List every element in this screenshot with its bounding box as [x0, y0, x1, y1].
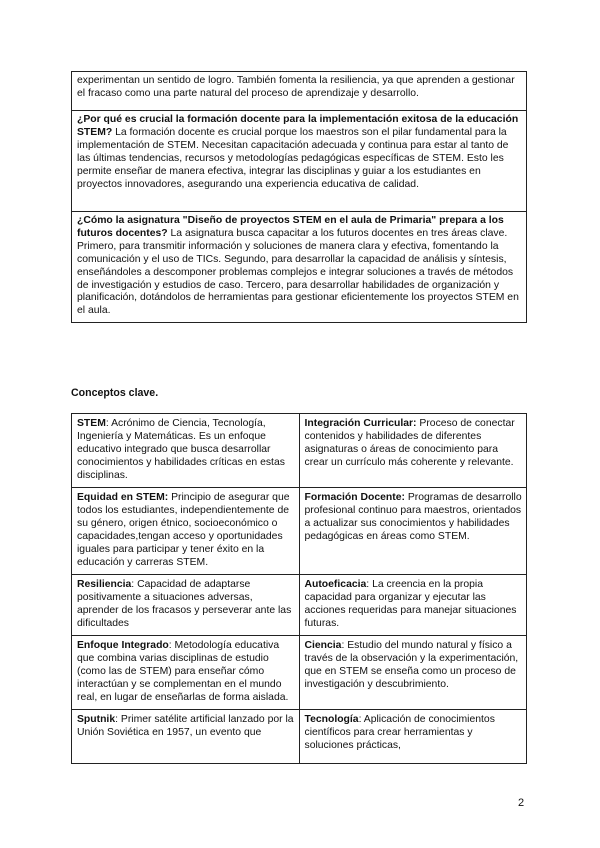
concept-term: Autoeficacia: [304, 579, 367, 590]
concept-cell: [299, 710, 527, 764]
concept-definition: : Estudio del mundo natural y físico a través de la observación y la experimentación, que en STEM se enseña como un proceso de investigación y descubrimiento.: [304, 640, 519, 690]
concept-term: Enfoque Integrado: [77, 640, 169, 651]
concept-term: Sputnik: [77, 714, 116, 725]
concept-term: Integración Curricular:: [304, 418, 417, 429]
concepts-row: [72, 636, 527, 710]
qa-answer: La asignatura busca capacitar a los futuros docentes en tres áreas clave. Primero, para transmitir información y soluciones de manera clara y efectiva, fomentando la comunicación y el uso de TICs. Segundo, para desarrollar la capacidad de análisis y síntesis, enseñándoles a descomponer problemas complejos e integrar soluciones a través de métodos de investigación y estudios de caso. Tercero, para desarrollar habilidades de organización y planificación, dotándolos de herramientas para gestionar eficientemente los proyectos STEM en el aula.: [77, 227, 519, 317]
page-number: 2: [518, 797, 525, 809]
concept-cell: [299, 414, 527, 488]
concepts-row: [72, 710, 527, 764]
qa-cell: [72, 72, 527, 111]
concept-definition: Proceso de conectar contenidos y habilidades de diferentes asignaturas o áreas de conocimiento para crear un currículo más coherente y relevante.: [304, 418, 515, 468]
concept-cell: [72, 488, 300, 575]
qa-cell: [72, 111, 527, 212]
concept-term: Formación Docente:: [304, 492, 405, 503]
concept-definition: Programas de desarrollo profesional continuo para maestros, orientados a actualizar sus conocimientos y habilidades pedagógicas en áreas como STEM.: [304, 492, 522, 542]
qa-answer: experimentan un sentido de logro. También fomenta la resiliencia, ya que aprenden a gestionar el fracaso como una parte natural del proceso de aprendizaje y desarrollo.: [77, 75, 515, 99]
concepts-row: [72, 575, 527, 636]
qa-table: [71, 71, 527, 323]
qa-row: [72, 212, 527, 323]
concept-cell: [299, 575, 527, 636]
concept-term: Tecnología: [304, 714, 359, 725]
qa-question: ¿Cómo la asignatura "Diseño de proyectos STEM en el aula de Primaria" prepara a los futuros docentes?: [77, 215, 504, 239]
concept-term: Equidad en STEM:: [77, 492, 169, 503]
concept-cell: [299, 636, 527, 710]
concept-cell: [72, 414, 300, 488]
concept-term: Resiliencia: [77, 579, 132, 590]
concept-definition: : Capacidad de adaptarse positivamente a situaciones adversas, aprender de los fracasos y perseverar ante las dificultades: [77, 579, 292, 629]
section-title: Conceptos clave.: [71, 387, 159, 399]
concept-definition: : Primer satélite artificial lanzado por la Unión Soviética en 1957, un evento que: [77, 714, 294, 738]
concept-definition: : Metodología educativa que combina varias disciplinas de estudio (como las de STEM) para enseñar cómo interactúan y se complementan en el mundo real, en lugar de enseñarlas de forma aislada.: [77, 640, 289, 703]
concept-term: Ciencia: [304, 640, 342, 651]
qa-answer: La formación docente es crucial porque los maestros son el pilar fundamental para la implementación de STEM. Necesitan capacitación adecuada y continua para estar al tanto de las últimas tendencias, recursos y metodologías pedagógicas específicas de STEM. Esto les permite enseñar de manera efectiva, integrar las disciplinas y guiar a los estudiantes en proyectos innovadores, asegurando una experiencia educativa de calidad.: [77, 126, 509, 190]
qa-row: [72, 72, 527, 111]
concept-definition: : La creencia en la propia capacidad para organizar y ejecutar las acciones requeridas para manejar situaciones futuras.: [304, 579, 517, 629]
concept-cell: [72, 575, 300, 636]
concept-cell: [72, 710, 300, 764]
qa-row: [72, 111, 527, 212]
concepts-table: [71, 413, 527, 764]
qa-cell: [72, 212, 527, 323]
concepts-row: [72, 488, 527, 575]
concepts-row: [72, 414, 527, 488]
qa-question: ¿Por qué es crucial la formación docente para la implementación exitosa de la educación STEM?: [77, 114, 519, 138]
concept-term: STEM: [77, 418, 106, 429]
concept-definition: : Acrónimo de Ciencia, Tecnología, Ingeniería y Matemáticas. Es un enfoque educativo integrado que busca desarrollar conocimientos y habilidades críticas en estas disciplinas.: [77, 418, 285, 481]
concept-definition: : Aplicación de conocimientos científicos para crear herramientas y soluciones prácticas,: [304, 714, 495, 751]
concept-definition: Principio de asegurar que todos los estudiantes, independientemente de su género, origen étnico, socioeconómico o capacidades,tengan acceso y oportunidades iguales para participar y tener éxito en la educación y carreras STEM.: [77, 492, 290, 568]
concept-cell: [299, 488, 527, 575]
concept-cell: [72, 636, 300, 710]
